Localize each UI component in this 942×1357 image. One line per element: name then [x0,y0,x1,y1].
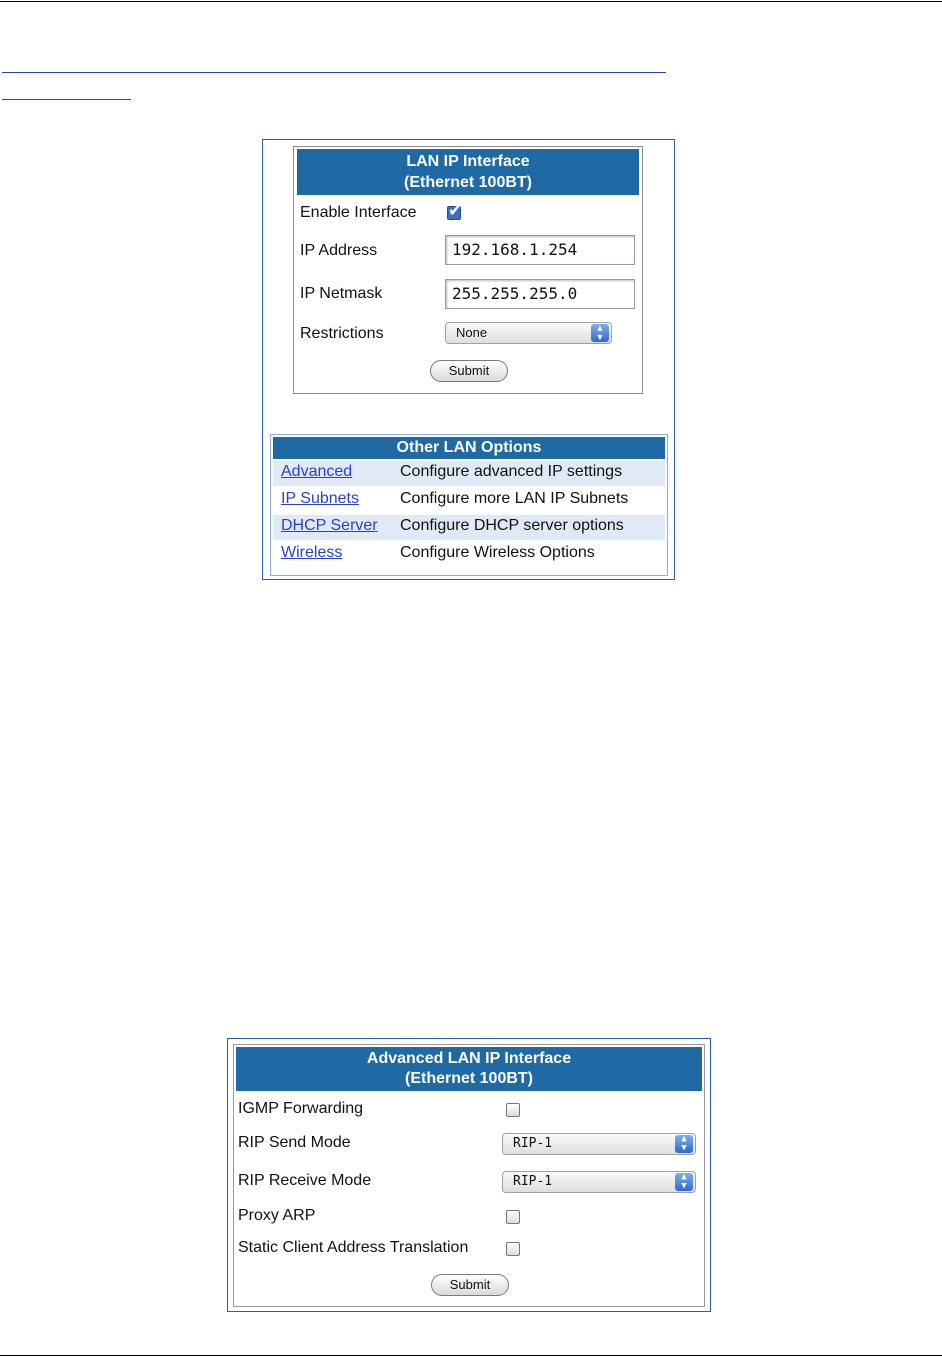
ip-address-label: IP Address [300,242,378,259]
other-lan-options-panel [270,434,668,576]
list-item [273,515,665,540]
igmp-forwarding-checkbox[interactable] [506,1103,520,1117]
bottom-rule [0,1355,942,1356]
advanced-lan-screenshot [227,1038,711,1312]
list-item [273,461,665,486]
ip-subnets-link[interactable]: IP Subnets [281,490,359,507]
lan-ip-interface-panel [293,146,643,394]
restrictions-value: None [456,325,488,340]
select-arrows-icon: ▲ ▼ [675,1135,693,1153]
rip-receive-mode-value: RIP-1 [513,1174,553,1189]
rip-receive-mode-select[interactable] [502,1171,696,1193]
rip-send-mode-label: RIP Send Mode [238,1134,351,1151]
other-lan-options-header: Other LAN Options [273,437,665,459]
header-title: LAN IP Interface [406,153,530,170]
static-client-translation-checkbox[interactable] [506,1242,520,1256]
dhcp-server-link[interactable]: DHCP Server [281,517,378,534]
wireless-link[interactable]: Wireless [281,544,343,561]
select-arrows-icon: ▲ ▼ [675,1173,693,1191]
list-item [273,488,665,513]
ip-address-input[interactable]: 192.168.1.254 [445,235,635,265]
advanced-lan-ip-panel [233,1044,705,1307]
select-arrows-icon: ▲ ▼ [591,324,609,342]
proxy-arp-checkbox[interactable] [506,1210,520,1224]
option-description: Configure Wireless Options [400,544,595,561]
restrictions-label: Restrictions [300,325,384,342]
rip-send-mode-select[interactable] [502,1133,696,1155]
rip-receive-mode-label: RIP Receive Mode [238,1172,372,1189]
restrictions-select[interactable] [445,322,612,344]
option-description: Configure more LAN IP Subnets [400,490,629,507]
advanced-lan-header [236,1047,702,1091]
ip-netmask-label: IP Netmask [300,285,383,302]
top-rule [0,1,942,2]
submit-button[interactable]: Submit [431,1274,509,1296]
link-underline [2,72,666,73]
lan-ip-interface-header [297,149,639,195]
submit-button[interactable]: Submit [430,360,508,382]
static-client-translation-label: Static Client Address Translation [238,1239,469,1256]
header-title: Advanced LAN IP Interface [366,1050,572,1067]
igmp-forwarding-label: IGMP Forwarding [238,1100,364,1117]
advanced-link[interactable]: Advanced [281,463,353,480]
header-subtitle: (Ethernet 100BT) [403,174,533,191]
rip-send-mode-value: RIP-1 [513,1136,553,1151]
option-description: Configure DHCP server options [400,517,624,534]
lan-ip-screenshot [262,139,675,580]
enable-interface-checkbox[interactable] [447,206,461,220]
proxy-arp-label: Proxy ARP [238,1207,316,1224]
option-description: Configure advanced IP settings [400,463,623,480]
header-subtitle: (Ethernet 100BT) [404,1070,534,1087]
list-item [273,542,665,567]
ip-netmask-input[interactable]: 255.255.255.0 [445,279,635,309]
enable-interface-label: Enable Interface [300,204,417,221]
link-underline [2,99,131,100]
